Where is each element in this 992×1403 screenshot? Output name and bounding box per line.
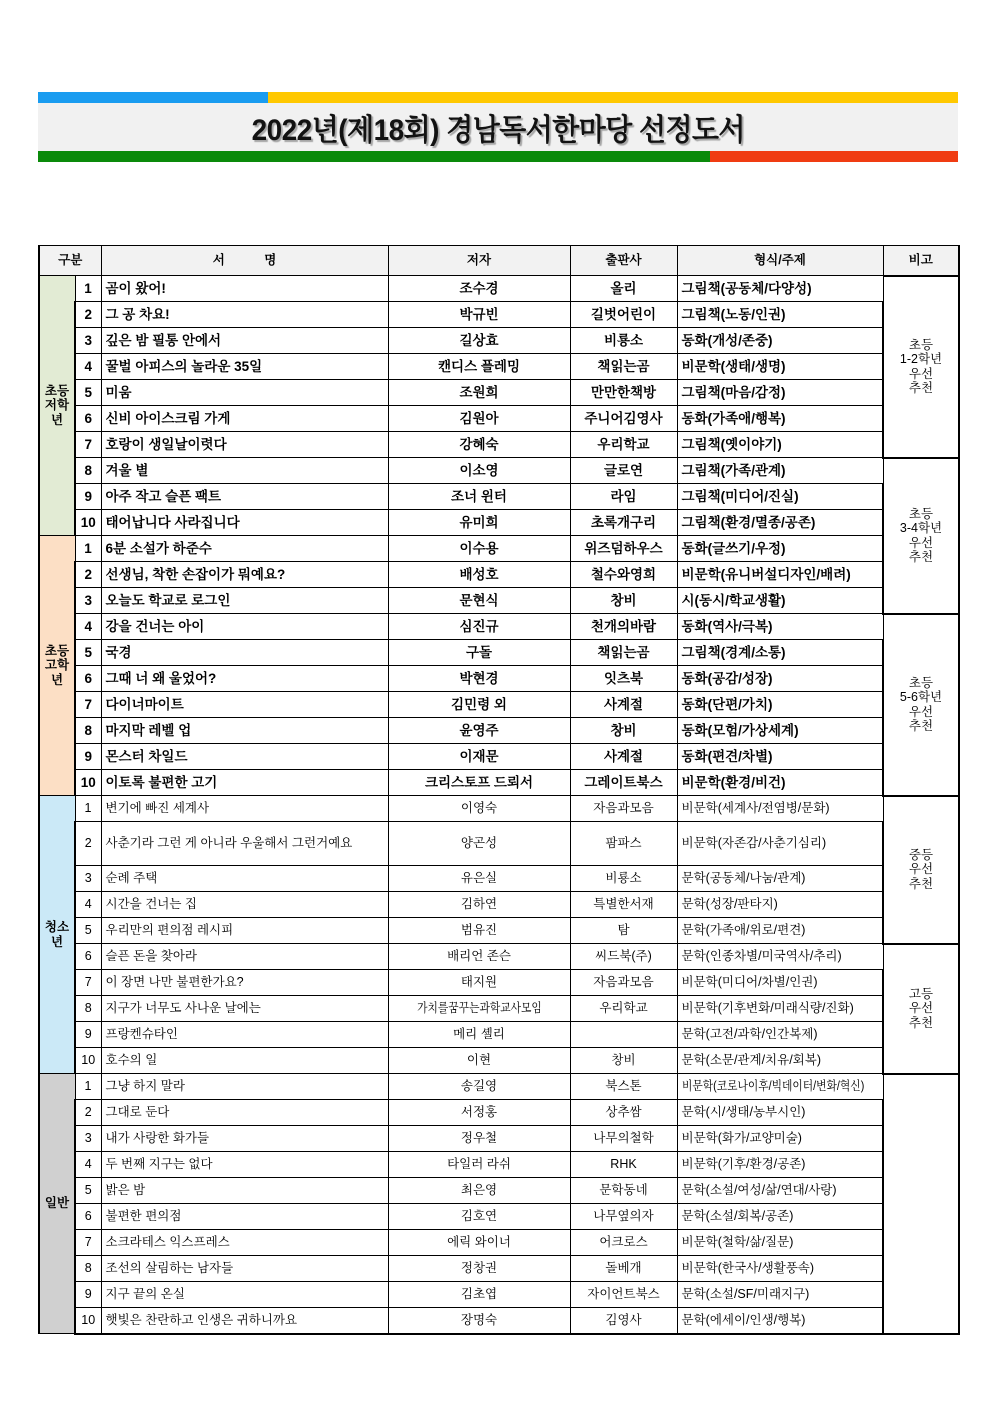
table-row bbox=[39, 666, 959, 692]
book-title: 지구 끝의 온실 bbox=[101, 1282, 388, 1308]
row-number: 1 bbox=[75, 1074, 101, 1100]
row-number: 3 bbox=[75, 866, 101, 892]
book-publisher: 비룡소 bbox=[570, 866, 677, 892]
table-row bbox=[39, 484, 959, 510]
book-author: 양곤성 bbox=[388, 822, 570, 866]
banner-top-bar bbox=[38, 92, 958, 103]
book-author: 서정홍 bbox=[388, 1100, 570, 1126]
book-title: 햇빛은 찬란하고 인생은 귀하니까요 bbox=[101, 1308, 388, 1334]
table-row bbox=[39, 1152, 959, 1178]
banner-title-area bbox=[38, 103, 958, 151]
book-title: 아주 작고 슬픈 팩트 bbox=[101, 484, 388, 510]
book-author: 에릭 와이너 bbox=[388, 1230, 570, 1256]
book-publisher: 상추쌈 bbox=[570, 1100, 677, 1126]
table-row bbox=[39, 588, 959, 614]
table-header bbox=[39, 246, 959, 276]
book-form-subject: 그림책(공동체/다양성) bbox=[677, 276, 883, 302]
note-cell-3: 초등 5-6학년 우선 추천 bbox=[883, 614, 959, 796]
book-form-subject: 그림책(가족/관계) bbox=[677, 458, 883, 484]
section-label-text: 초등고학년 bbox=[44, 643, 70, 687]
row-number: 2 bbox=[75, 302, 101, 328]
row-number: 8 bbox=[75, 996, 101, 1022]
book-title: 곰이 왔어! bbox=[101, 276, 388, 302]
book-publisher: 초록개구리 bbox=[570, 510, 677, 536]
book-title: 우리만의 편의점 레시피 bbox=[101, 918, 388, 944]
row-number: 4 bbox=[75, 892, 101, 918]
table-row bbox=[39, 1230, 959, 1256]
book-form-subject: 동화(개성/존중) bbox=[677, 328, 883, 354]
book-form-subject: 비문학(기후변화/미래식량/진화) bbox=[677, 996, 883, 1022]
table-row bbox=[39, 718, 959, 744]
section-label-3 bbox=[39, 796, 75, 1074]
book-publisher: 자음과모음 bbox=[570, 796, 677, 822]
book-author: 윤영주 bbox=[388, 718, 570, 744]
row-number: 4 bbox=[75, 1152, 101, 1178]
book-author: 이영숙 bbox=[388, 796, 570, 822]
column-header-author: 저자 bbox=[388, 246, 570, 276]
book-publisher: 사계절 bbox=[570, 692, 677, 718]
table-row bbox=[39, 614, 959, 640]
table-row bbox=[39, 458, 959, 484]
book-form-subject: 비문학(철학/삶/질문) bbox=[677, 1230, 883, 1256]
book-title: 이 장면 나만 불편한가요? bbox=[101, 970, 388, 996]
book-publisher: 김영사 bbox=[570, 1308, 677, 1334]
row-number: 10 bbox=[75, 510, 101, 536]
book-title: 시간을 건너는 집 bbox=[101, 892, 388, 918]
book-publisher: 씨드북(주) bbox=[570, 944, 677, 970]
book-form-subject: 그림책(환경/멸종/공존) bbox=[677, 510, 883, 536]
booklist-table-container bbox=[38, 245, 958, 1335]
book-author: 정우철 bbox=[388, 1126, 570, 1152]
row-number: 5 bbox=[75, 380, 101, 406]
table-row bbox=[39, 276, 959, 302]
table-row bbox=[39, 1178, 959, 1204]
book-form-subject: 동화(모험/가상세계) bbox=[677, 718, 883, 744]
row-number: 4 bbox=[75, 354, 101, 380]
book-publisher: 자음과모음 bbox=[570, 970, 677, 996]
book-author: 이현 bbox=[388, 1048, 570, 1074]
book-author: 김하연 bbox=[388, 892, 570, 918]
book-author: 가치를꿈꾸는과학교사모임 bbox=[388, 996, 570, 1022]
row-number: 4 bbox=[75, 614, 101, 640]
book-author: 길상효 bbox=[388, 328, 570, 354]
book-author: 구돌 bbox=[388, 640, 570, 666]
row-number: 6 bbox=[75, 1204, 101, 1230]
book-author: 심진규 bbox=[388, 614, 570, 640]
table-row bbox=[39, 380, 959, 406]
book-form-subject: 비문학(생태/생명) bbox=[677, 354, 883, 380]
book-form-subject: 비문학(화가/교양미술) bbox=[677, 1126, 883, 1152]
book-author: 김원아 bbox=[388, 406, 570, 432]
book-title: 그때 너 왜 울었어? bbox=[101, 666, 388, 692]
table-row bbox=[39, 996, 959, 1022]
book-title: 깊은 밤 필통 안에서 bbox=[101, 328, 388, 354]
table-row bbox=[39, 692, 959, 718]
row-number: 5 bbox=[75, 918, 101, 944]
table-row bbox=[39, 866, 959, 892]
book-author: 강혜숙 bbox=[388, 432, 570, 458]
row-number: 2 bbox=[75, 562, 101, 588]
book-author: 조너 윈터 bbox=[388, 484, 570, 510]
book-publisher: 천개의바람 bbox=[570, 614, 677, 640]
book-form-subject: 그림책(미디어/진실) bbox=[677, 484, 883, 510]
row-number: 10 bbox=[75, 770, 101, 796]
row-number: 10 bbox=[75, 1048, 101, 1074]
row-number: 5 bbox=[75, 1178, 101, 1204]
book-publisher bbox=[570, 1022, 677, 1048]
book-author: 크리스토프 드뢰서 bbox=[388, 770, 570, 796]
table-row bbox=[39, 744, 959, 770]
book-publisher: 창비 bbox=[570, 1048, 677, 1074]
book-author: 유미희 bbox=[388, 510, 570, 536]
book-title: 마지막 레벨 업 bbox=[101, 718, 388, 744]
book-author: 박규빈 bbox=[388, 302, 570, 328]
book-author: 최은영 bbox=[388, 1178, 570, 1204]
page-banner bbox=[38, 92, 958, 162]
book-title: 오늘도 학교로 로그인 bbox=[101, 588, 388, 614]
row-number: 3 bbox=[75, 1126, 101, 1152]
table-row bbox=[39, 1126, 959, 1152]
book-publisher: 길벗어린이 bbox=[570, 302, 677, 328]
book-publisher: 문학동네 bbox=[570, 1178, 677, 1204]
book-title: 소크라테스 익스프레스 bbox=[101, 1230, 388, 1256]
book-author: 조원희 bbox=[388, 380, 570, 406]
book-author: 캔디스 플레밍 bbox=[388, 354, 570, 380]
book-author: 조수경 bbox=[388, 276, 570, 302]
book-form-subject: 비문학(코로나이후/빅데이터/변화/혁신) bbox=[677, 1074, 883, 1100]
column-header-form: 형식/주제 bbox=[677, 246, 883, 276]
row-number: 9 bbox=[75, 1282, 101, 1308]
book-publisher: RHK bbox=[570, 1152, 677, 1178]
book-title: 불편한 편의점 bbox=[101, 1204, 388, 1230]
note-cell-1: 초등 1-2학년 우선 추천 bbox=[883, 276, 959, 458]
book-form-subject: 비문학(환경/비건) bbox=[677, 770, 883, 796]
book-form-subject: 문학(성장/판타지) bbox=[677, 892, 883, 918]
book-form-subject: 문학(소설/회복/공존) bbox=[677, 1204, 883, 1230]
table-row bbox=[39, 970, 959, 996]
book-author: 배성호 bbox=[388, 562, 570, 588]
table-row bbox=[39, 796, 959, 822]
table-body bbox=[39, 276, 959, 1334]
book-title: 변기에 빠진 세계사 bbox=[101, 796, 388, 822]
section-label-text: 초등저학년 bbox=[44, 383, 70, 427]
table-row bbox=[39, 432, 959, 458]
book-title: 밝은 밤 bbox=[101, 1178, 388, 1204]
book-author: 문현식 bbox=[388, 588, 570, 614]
section-label-1 bbox=[39, 276, 75, 536]
book-publisher: 잇츠북 bbox=[570, 666, 677, 692]
book-title: 국경 bbox=[101, 640, 388, 666]
book-form-subject: 비문학(세계사/전염병/문화) bbox=[677, 796, 883, 822]
book-author: 박현경 bbox=[388, 666, 570, 692]
book-publisher: 탐 bbox=[570, 918, 677, 944]
table-row bbox=[39, 1100, 959, 1126]
row-number: 8 bbox=[75, 458, 101, 484]
book-title: 6분 소설가 하준수 bbox=[101, 536, 388, 562]
book-publisher: 비룡소 bbox=[570, 328, 677, 354]
book-publisher: 글로연 bbox=[570, 458, 677, 484]
book-publisher: 창비 bbox=[570, 718, 677, 744]
book-title: 지구가 너무도 사나운 날에는 bbox=[101, 996, 388, 1022]
row-number: 6 bbox=[75, 944, 101, 970]
book-author: 타일러 라쉬 bbox=[388, 1152, 570, 1178]
top-bar-segment-1 bbox=[38, 92, 268, 103]
book-form-subject: 동화(가족애/행복) bbox=[677, 406, 883, 432]
bottom-bar-segment-1 bbox=[38, 151, 710, 162]
bottom-bar-segment-2 bbox=[710, 151, 958, 162]
book-title: 두 번째 지구는 없다 bbox=[101, 1152, 388, 1178]
row-number: 10 bbox=[75, 1308, 101, 1334]
table-row bbox=[39, 1204, 959, 1230]
row-number: 7 bbox=[75, 432, 101, 458]
book-form-subject: 비문학(기후/환경/공존) bbox=[677, 1152, 883, 1178]
book-publisher: 위즈덤하우스 bbox=[570, 536, 677, 562]
row-number: 5 bbox=[75, 640, 101, 666]
book-author: 메리 셸리 bbox=[388, 1022, 570, 1048]
book-form-subject: 문학(소설/여성/삶/연대/사랑) bbox=[677, 1178, 883, 1204]
section-label-4 bbox=[39, 1074, 75, 1334]
book-author: 태지원 bbox=[388, 970, 570, 996]
table-row bbox=[39, 1048, 959, 1074]
table-row bbox=[39, 822, 959, 866]
book-author: 배리언 존슨 bbox=[388, 944, 570, 970]
book-publisher: 그레이트북스 bbox=[570, 770, 677, 796]
book-form-subject: 문학(공동체/나눔/관계) bbox=[677, 866, 883, 892]
book-publisher: 나무옆의자 bbox=[570, 1204, 677, 1230]
book-title: 조선의 살림하는 남자들 bbox=[101, 1256, 388, 1282]
book-publisher: 만만한책방 bbox=[570, 380, 677, 406]
table-row bbox=[39, 944, 959, 970]
book-form-subject: 그림책(옛이야기) bbox=[677, 432, 883, 458]
note-cell-2: 초등 3-4학년 우선 추천 bbox=[883, 458, 959, 614]
row-number: 2 bbox=[75, 822, 101, 866]
book-author: 송길영 bbox=[388, 1074, 570, 1100]
page-title: 2022년(제18회) 경남독서한마당 선정도서 bbox=[251, 114, 745, 147]
book-title: 호수의 일 bbox=[101, 1048, 388, 1074]
book-form-subject: 그림책(경계/소통) bbox=[677, 640, 883, 666]
table-row bbox=[39, 1074, 959, 1100]
book-publisher: 우리학교 bbox=[570, 996, 677, 1022]
row-number: 9 bbox=[75, 484, 101, 510]
book-form-subject: 문학(시/생태/농부시인) bbox=[677, 1100, 883, 1126]
book-form-subject: 문학(에세이/인생/행복) bbox=[677, 1308, 883, 1334]
book-title: 그냥 하지 말라 bbox=[101, 1074, 388, 1100]
row-number: 1 bbox=[75, 276, 101, 302]
top-bar-segment-2 bbox=[268, 92, 958, 103]
book-form-subject: 문학(고전/과학/인간복제) bbox=[677, 1022, 883, 1048]
table-row bbox=[39, 328, 959, 354]
row-number: 7 bbox=[75, 692, 101, 718]
row-number: 3 bbox=[75, 588, 101, 614]
row-number: 1 bbox=[75, 536, 101, 562]
book-form-subject: 문학(인종차별/미국역사/추리) bbox=[677, 944, 883, 970]
column-header-publisher: 출판사 bbox=[570, 246, 677, 276]
book-publisher: 책읽는곰 bbox=[570, 640, 677, 666]
table-row bbox=[39, 918, 959, 944]
book-publisher: 올리 bbox=[570, 276, 677, 302]
book-author: 범유진 bbox=[388, 918, 570, 944]
book-publisher: 라임 bbox=[570, 484, 677, 510]
note-cell-4: 중등 우선 추천 bbox=[883, 796, 959, 944]
table-row bbox=[39, 406, 959, 432]
book-form-subject: 시(동시/학교생활) bbox=[677, 588, 883, 614]
row-number: 7 bbox=[75, 1230, 101, 1256]
section-label-text: 청소년 bbox=[44, 920, 70, 949]
banner-bottom-bar bbox=[38, 151, 958, 162]
table-row bbox=[39, 562, 959, 588]
column-header-title: 서 명 bbox=[101, 246, 388, 276]
row-number: 7 bbox=[75, 970, 101, 996]
book-form-subject: 문학(가족애/위로/편견) bbox=[677, 918, 883, 944]
book-title: 겨울 별 bbox=[101, 458, 388, 484]
book-title: 그 공 차요! bbox=[101, 302, 388, 328]
table-row bbox=[39, 1308, 959, 1334]
book-title: 다이너마이트 bbox=[101, 692, 388, 718]
book-publisher: 사계절 bbox=[570, 744, 677, 770]
book-title: 태어납니다 사라집니다 bbox=[101, 510, 388, 536]
book-title: 내가 사랑한 화가들 bbox=[101, 1126, 388, 1152]
note-cell-5: 고등 우선 추천 bbox=[883, 944, 959, 1074]
book-publisher: 철수와영희 bbox=[570, 562, 677, 588]
book-publisher: 북스톤 bbox=[570, 1074, 677, 1100]
book-title: 프랑켄슈타인 bbox=[101, 1022, 388, 1048]
book-form-subject: 문학(소문/관계/치유/회복) bbox=[677, 1048, 883, 1074]
book-title: 슬픈 돈을 찾아라 bbox=[101, 944, 388, 970]
book-form-subject: 비문학(유니버설디자인/배려) bbox=[677, 562, 883, 588]
book-author: 김호연 bbox=[388, 1204, 570, 1230]
book-author: 이재문 bbox=[388, 744, 570, 770]
booklist-table bbox=[38, 245, 960, 1335]
row-number: 8 bbox=[75, 718, 101, 744]
book-form-subject: 비문학(미디어/차별/인권) bbox=[677, 970, 883, 996]
book-form-subject: 동화(글쓰기/우정) bbox=[677, 536, 883, 562]
book-publisher: 우리학교 bbox=[570, 432, 677, 458]
table-row bbox=[39, 510, 959, 536]
book-title: 강을 건너는 아이 bbox=[101, 614, 388, 640]
row-number: 9 bbox=[75, 744, 101, 770]
book-title: 이토록 불편한 고기 bbox=[101, 770, 388, 796]
note-cell-6 bbox=[883, 1074, 959, 1334]
table-row bbox=[39, 770, 959, 796]
row-number: 8 bbox=[75, 1256, 101, 1282]
table-row bbox=[39, 1022, 959, 1048]
book-publisher: 자이언트북스 bbox=[570, 1282, 677, 1308]
book-publisher: 특별한서재 bbox=[570, 892, 677, 918]
row-number: 6 bbox=[75, 406, 101, 432]
book-publisher: 책읽는곰 bbox=[570, 354, 677, 380]
book-form-subject: 그림책(마음/감정) bbox=[677, 380, 883, 406]
book-publisher: 창비 bbox=[570, 588, 677, 614]
book-author: 김민령 외 bbox=[388, 692, 570, 718]
book-title: 선생님, 착한 손잡이가 뭐예요? bbox=[101, 562, 388, 588]
book-publisher: 어크로스 bbox=[570, 1230, 677, 1256]
book-publisher: 팜파스 bbox=[570, 822, 677, 866]
book-form-subject: 비문학(한국사/생활풍속) bbox=[677, 1256, 883, 1282]
book-form-subject: 동화(편견/차별) bbox=[677, 744, 883, 770]
book-publisher: 돌베개 bbox=[570, 1256, 677, 1282]
book-title: 사춘기라 그런 게 아니라 우울해서 그런거예요 bbox=[101, 822, 388, 866]
section-label-text: 일반 bbox=[44, 1196, 70, 1211]
table-row bbox=[39, 536, 959, 562]
book-author: 장명숙 bbox=[388, 1308, 570, 1334]
table-row bbox=[39, 1282, 959, 1308]
row-number: 6 bbox=[75, 666, 101, 692]
row-number: 1 bbox=[75, 796, 101, 822]
book-publisher: 주니어김영사 bbox=[570, 406, 677, 432]
book-publisher: 나무의철학 bbox=[570, 1126, 677, 1152]
section-label-2 bbox=[39, 536, 75, 796]
book-title: 신비 아이스크림 가게 bbox=[101, 406, 388, 432]
column-header-gubun: 구분 bbox=[39, 246, 101, 276]
book-form-subject: 동화(공감/성장) bbox=[677, 666, 883, 692]
book-form-subject: 그림책(노동/인권) bbox=[677, 302, 883, 328]
book-author: 이수용 bbox=[388, 536, 570, 562]
table-row bbox=[39, 354, 959, 380]
book-form-subject: 동화(역사/극복) bbox=[677, 614, 883, 640]
book-title: 꿀벌 아피스의 놀라운 35일 bbox=[101, 354, 388, 380]
row-number: 2 bbox=[75, 1100, 101, 1126]
row-number: 3 bbox=[75, 328, 101, 354]
table-row bbox=[39, 302, 959, 328]
table-row bbox=[39, 1256, 959, 1282]
book-form-subject: 비문학(자존감/사춘기심리) bbox=[677, 822, 883, 866]
book-title: 호랑이 생일날이렷다 bbox=[101, 432, 388, 458]
table-row bbox=[39, 892, 959, 918]
book-author: 유은실 bbox=[388, 866, 570, 892]
book-title: 순례 주택 bbox=[101, 866, 388, 892]
book-form-subject: 문학(소설/SF/미래지구) bbox=[677, 1282, 883, 1308]
book-form-subject: 동화(단편/가치) bbox=[677, 692, 883, 718]
book-author: 김초엽 bbox=[388, 1282, 570, 1308]
row-number: 9 bbox=[75, 1022, 101, 1048]
book-title: 미움 bbox=[101, 380, 388, 406]
book-title: 몬스터 차일드 bbox=[101, 744, 388, 770]
book-author: 이소영 bbox=[388, 458, 570, 484]
column-header-note: 비고 bbox=[883, 246, 959, 276]
book-title: 그대로 둔다 bbox=[101, 1100, 388, 1126]
table-row bbox=[39, 640, 959, 666]
book-author: 정창권 bbox=[388, 1256, 570, 1282]
